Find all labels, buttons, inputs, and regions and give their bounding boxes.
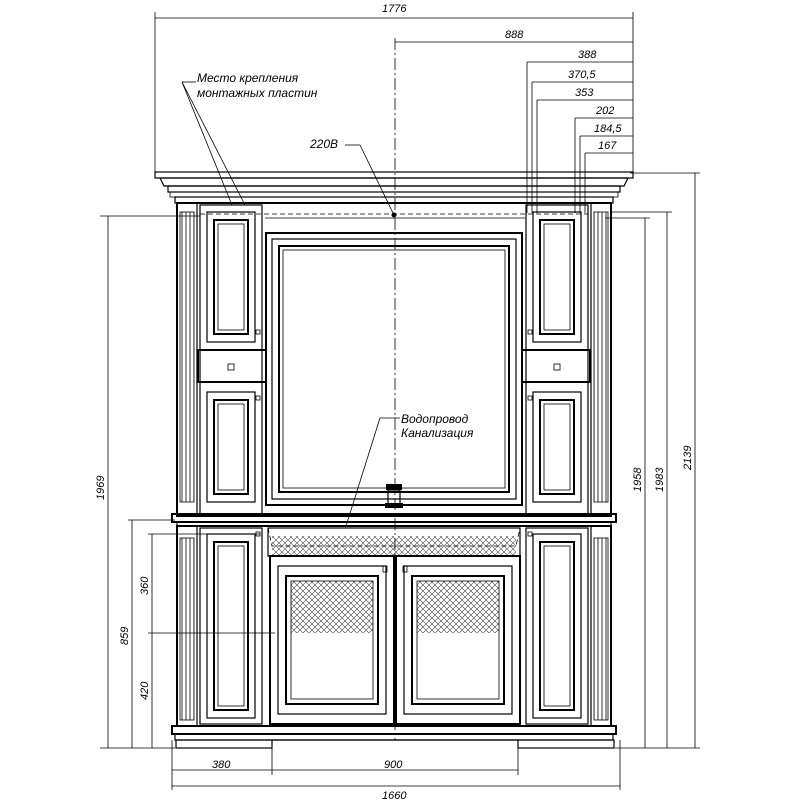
annotation-water: [346, 412, 474, 526]
annotation-power: [309, 137, 397, 218]
dim-353: 353: [575, 87, 594, 99]
dim-184-5: 184,5: [594, 123, 622, 135]
annotation-water-line2: Канализация: [401, 426, 474, 440]
dim-1983: 1983: [654, 467, 666, 492]
dim-888: 888: [505, 29, 524, 41]
mirror: [266, 233, 522, 505]
annotation-mounting: [182, 71, 318, 205]
annotation-mounting-line2: монтажных пластин: [197, 86, 318, 100]
dim-2139: 2139: [682, 445, 694, 470]
plinth: [172, 726, 616, 748]
annotation-water-line1: Водопровод: [401, 412, 469, 426]
dim-1958: 1958: [632, 467, 644, 492]
dim-859: 859: [119, 626, 131, 645]
cornice: [155, 172, 633, 203]
faucet: [385, 484, 403, 508]
dim-380: 380: [212, 759, 231, 771]
dim-420: 420: [139, 681, 151, 700]
pilaster-upper-right: [594, 212, 608, 502]
dim-388: 388: [578, 49, 597, 61]
pilaster-upper-left: [180, 212, 194, 502]
dim-1776: 1776: [382, 3, 407, 15]
dim-202: 202: [596, 105, 615, 117]
dim-360: 360: [139, 576, 151, 595]
pilaster-lower-right: [594, 538, 608, 720]
vanity-doors: [270, 556, 520, 724]
cabinet-drawing: [155, 172, 633, 748]
dim-1969: 1969: [95, 475, 107, 500]
dim-167: 167: [598, 140, 617, 152]
dim-900: 900: [384, 759, 403, 771]
dim-370-5: 370,5: [568, 69, 596, 81]
annotation-power-label: 220В: [310, 137, 339, 151]
dim-1660: 1660: [382, 790, 407, 800]
pilaster-lower-left: [180, 538, 194, 720]
annotation-mounting-line1: Место крепления: [197, 71, 299, 85]
sink-basin: [268, 528, 520, 556]
